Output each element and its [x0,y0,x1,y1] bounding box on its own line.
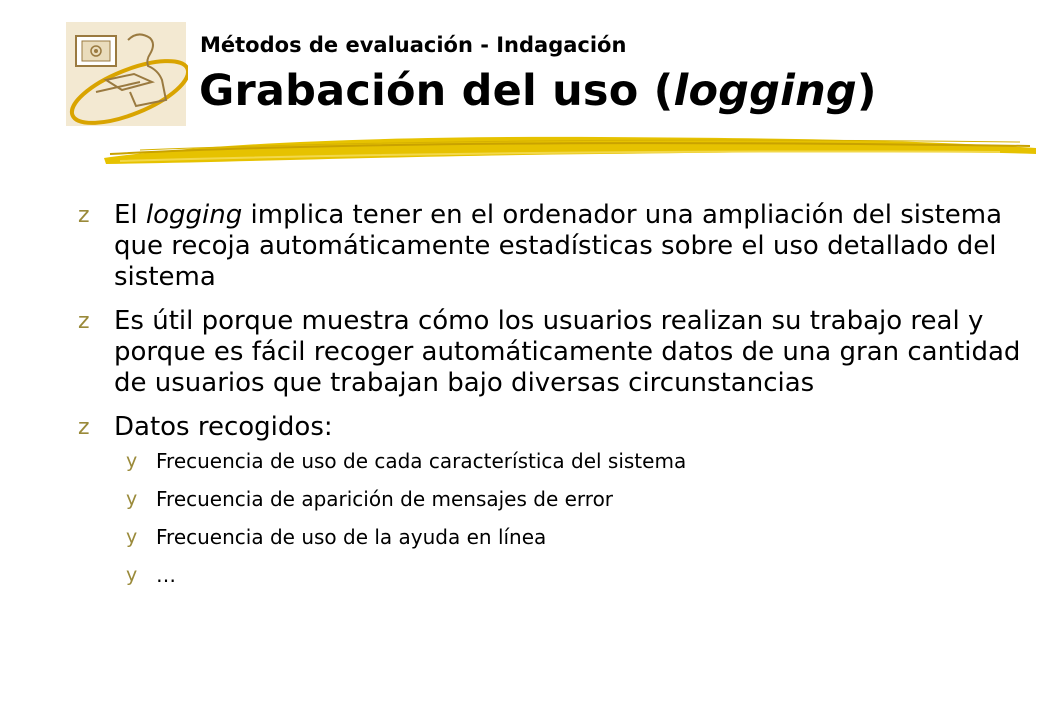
z-bullet-icon: z [78,203,90,228]
sub-bullet-list [78,450,1028,587]
bullet-text: Es útil porque muestra cómo los usuarios realizan su trabajo real y porque es fácil recoger automáticamente datos de una gran cantidad de usuarios que trabajan bajo diversas circunstancias [114,306,1021,398]
brush-stroke-divider [100,128,1040,178]
bullet-list [78,200,1028,602]
bullet-text: Datos recogidos: [114,412,333,442]
bullet-item-utility [78,306,1028,399]
sub-bullet-text: Frecuencia de uso de cada característica del sistema [156,449,687,473]
y-bullet-icon: y [126,526,138,548]
y-bullet-icon: y [126,450,138,472]
bullet-item-logging [78,200,1028,293]
bullet-text: El [114,200,146,230]
person-at-computer-icon [66,22,188,126]
title-italic-text: logging [673,66,857,116]
logo-icon [66,22,188,126]
slide-title [199,66,877,116]
y-bullet-icon: y [126,488,138,510]
bullet-text-rest: implica tener en el ordenador una ampliación del sistema que recoja automáticamente estadísticas sobre el uso detallado del sistema [114,200,1003,292]
z-bullet-icon: z [78,309,90,334]
sub-bullet-item [78,564,1028,587]
title-close-text: ) [856,66,877,116]
slide-subtitle: Métodos de evaluación - Indagación [200,33,627,57]
sub-bullet-item [78,526,1028,549]
sub-bullet-text: Frecuencia de uso de la ayuda en línea [156,525,547,549]
z-bullet-icon: z [78,415,90,440]
bullet-item-data [78,412,1028,443]
sub-bullet-text: Frecuencia de aparición de mensajes de error [156,487,614,511]
bullet-italic-text: logging [145,200,243,230]
y-bullet-icon: y [126,564,138,586]
title-text: Grabación del uso ( [199,66,674,116]
sub-bullet-item [78,450,1028,473]
sub-bullet-text: … [156,563,176,587]
sub-bullet-item [78,488,1028,511]
